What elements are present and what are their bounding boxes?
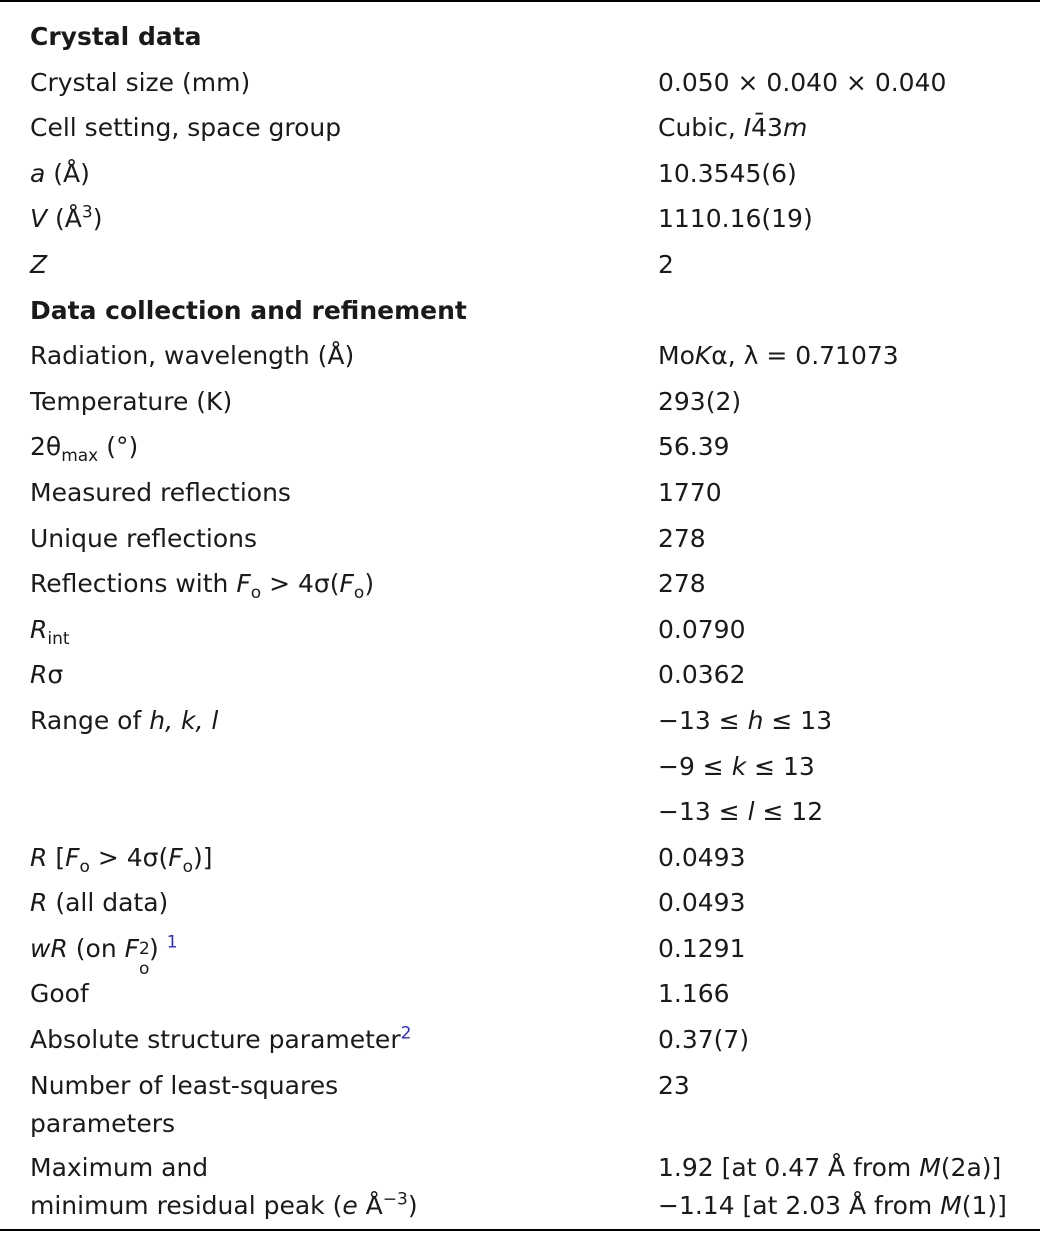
row-label: Cell setting, space group xyxy=(30,113,342,143)
row-value: 0.0362 xyxy=(658,660,746,690)
row-label: wR (on F 2 o ) $^1$ xyxy=(30,932,178,979)
section-header-crystal xyxy=(30,14,1030,60)
table-row xyxy=(30,561,1030,607)
row-label: Unique reflections xyxy=(30,523,258,553)
row-value: −13 ≤ h ≤ 13 xyxy=(658,705,833,735)
table-row xyxy=(30,105,1030,151)
table-row xyxy=(30,516,1030,562)
table-row xyxy=(30,1063,1030,1145)
row-label: Absolute structure parameter$^2$ xyxy=(30,1023,412,1055)
row-label: R $[F_o > 4\sigma(F_o)]$ xyxy=(30,842,213,877)
table-top-rule xyxy=(0,0,1040,2)
row-value: 278 xyxy=(658,569,706,599)
table-row xyxy=(30,60,1030,106)
table-row xyxy=(30,1145,1030,1227)
row-value: 56.39 xyxy=(658,432,730,462)
footnote-link[interactable]: 1 xyxy=(166,932,178,953)
row-value: 23 xyxy=(658,1070,690,1100)
footnote-link[interactable]: 2 xyxy=(400,1023,412,1044)
table-row xyxy=(30,971,1030,1017)
row-label: Maximum and minimum residual peak (e $Å^{-3}$) xyxy=(30,1152,418,1220)
row-label: $2\theta_{max}$ (°) xyxy=(30,432,139,467)
table-row xyxy=(30,652,1030,698)
table-row xyxy=(30,744,1030,790)
table-row xyxy=(30,379,1030,425)
table-row xyxy=(30,470,1030,516)
row-label: Rσ xyxy=(30,660,64,690)
row-value: 0.0493 xyxy=(658,888,746,918)
table-bottom-rule xyxy=(0,1229,1040,1231)
row-value: 278 xyxy=(658,523,706,553)
crystal-data-table xyxy=(30,14,1030,1227)
row-label: Goof xyxy=(30,979,89,1009)
row-value: 1110.16(19) xyxy=(658,204,813,234)
table-row xyxy=(30,607,1030,653)
table-row xyxy=(30,926,1030,979)
row-label: Number of least-squares parameters xyxy=(30,1070,339,1138)
section-header-collection xyxy=(30,288,1030,334)
table-row xyxy=(30,424,1030,470)
row-value: 1.92 [at 0.47 Å from M(2a)] −1.14 [at 2.03 Å from M(1)] xyxy=(658,1152,1007,1220)
table-row xyxy=(30,242,1030,288)
row-value: 1770 xyxy=(658,477,722,507)
row-label: $R_{int}$ xyxy=(30,614,70,649)
row-value: 10.3545(6) xyxy=(658,158,797,188)
row-label: a (Å) xyxy=(30,158,90,188)
table-row xyxy=(30,1017,1030,1063)
row-label: Radiation, wavelength (Å) xyxy=(30,341,355,371)
table-row xyxy=(30,196,1030,242)
section-title: Crystal data xyxy=(30,22,202,51)
row-value: 293(2) xyxy=(658,386,742,416)
row-label: Reflections with $F_o > 4\sigma(F_o)$ xyxy=(30,569,375,604)
row-label: Temperature (K) xyxy=(30,386,233,416)
row-value: MoKα, λ = 0.71073 xyxy=(658,341,899,371)
row-value: −13 ≤ l ≤ 12 xyxy=(658,797,824,827)
row-label: Measured reflections xyxy=(30,477,291,507)
row-value: 0.37(7) xyxy=(658,1025,750,1055)
table-row xyxy=(30,789,1030,835)
table-row xyxy=(30,835,1030,881)
row-label: V $(Å^3)$ xyxy=(30,203,103,234)
row-value: 0.0493 xyxy=(658,842,746,872)
row-value: −9 ≤ k ≤ 13 xyxy=(658,751,815,781)
table-row xyxy=(30,333,1030,379)
row-value: 2 xyxy=(658,249,674,279)
row-value: 0.1291 xyxy=(658,933,746,963)
table-row xyxy=(30,151,1030,197)
table-row xyxy=(30,698,1030,744)
table-row xyxy=(30,880,1030,926)
row-label: Z xyxy=(30,249,48,279)
row-value: 0.050 × 0.040 × 0.040 xyxy=(658,67,947,97)
section-title: Data collection and refinement xyxy=(30,295,467,325)
row-value: Cubic, I4̄3m xyxy=(658,113,808,143)
row-value: 0.0790 xyxy=(658,614,746,644)
row-label: Range of h, k, l xyxy=(30,705,219,735)
row-value: 1.166 xyxy=(658,979,730,1009)
row-label: R (all data) xyxy=(30,888,169,918)
row-label: Crystal size (mm) xyxy=(30,67,251,97)
